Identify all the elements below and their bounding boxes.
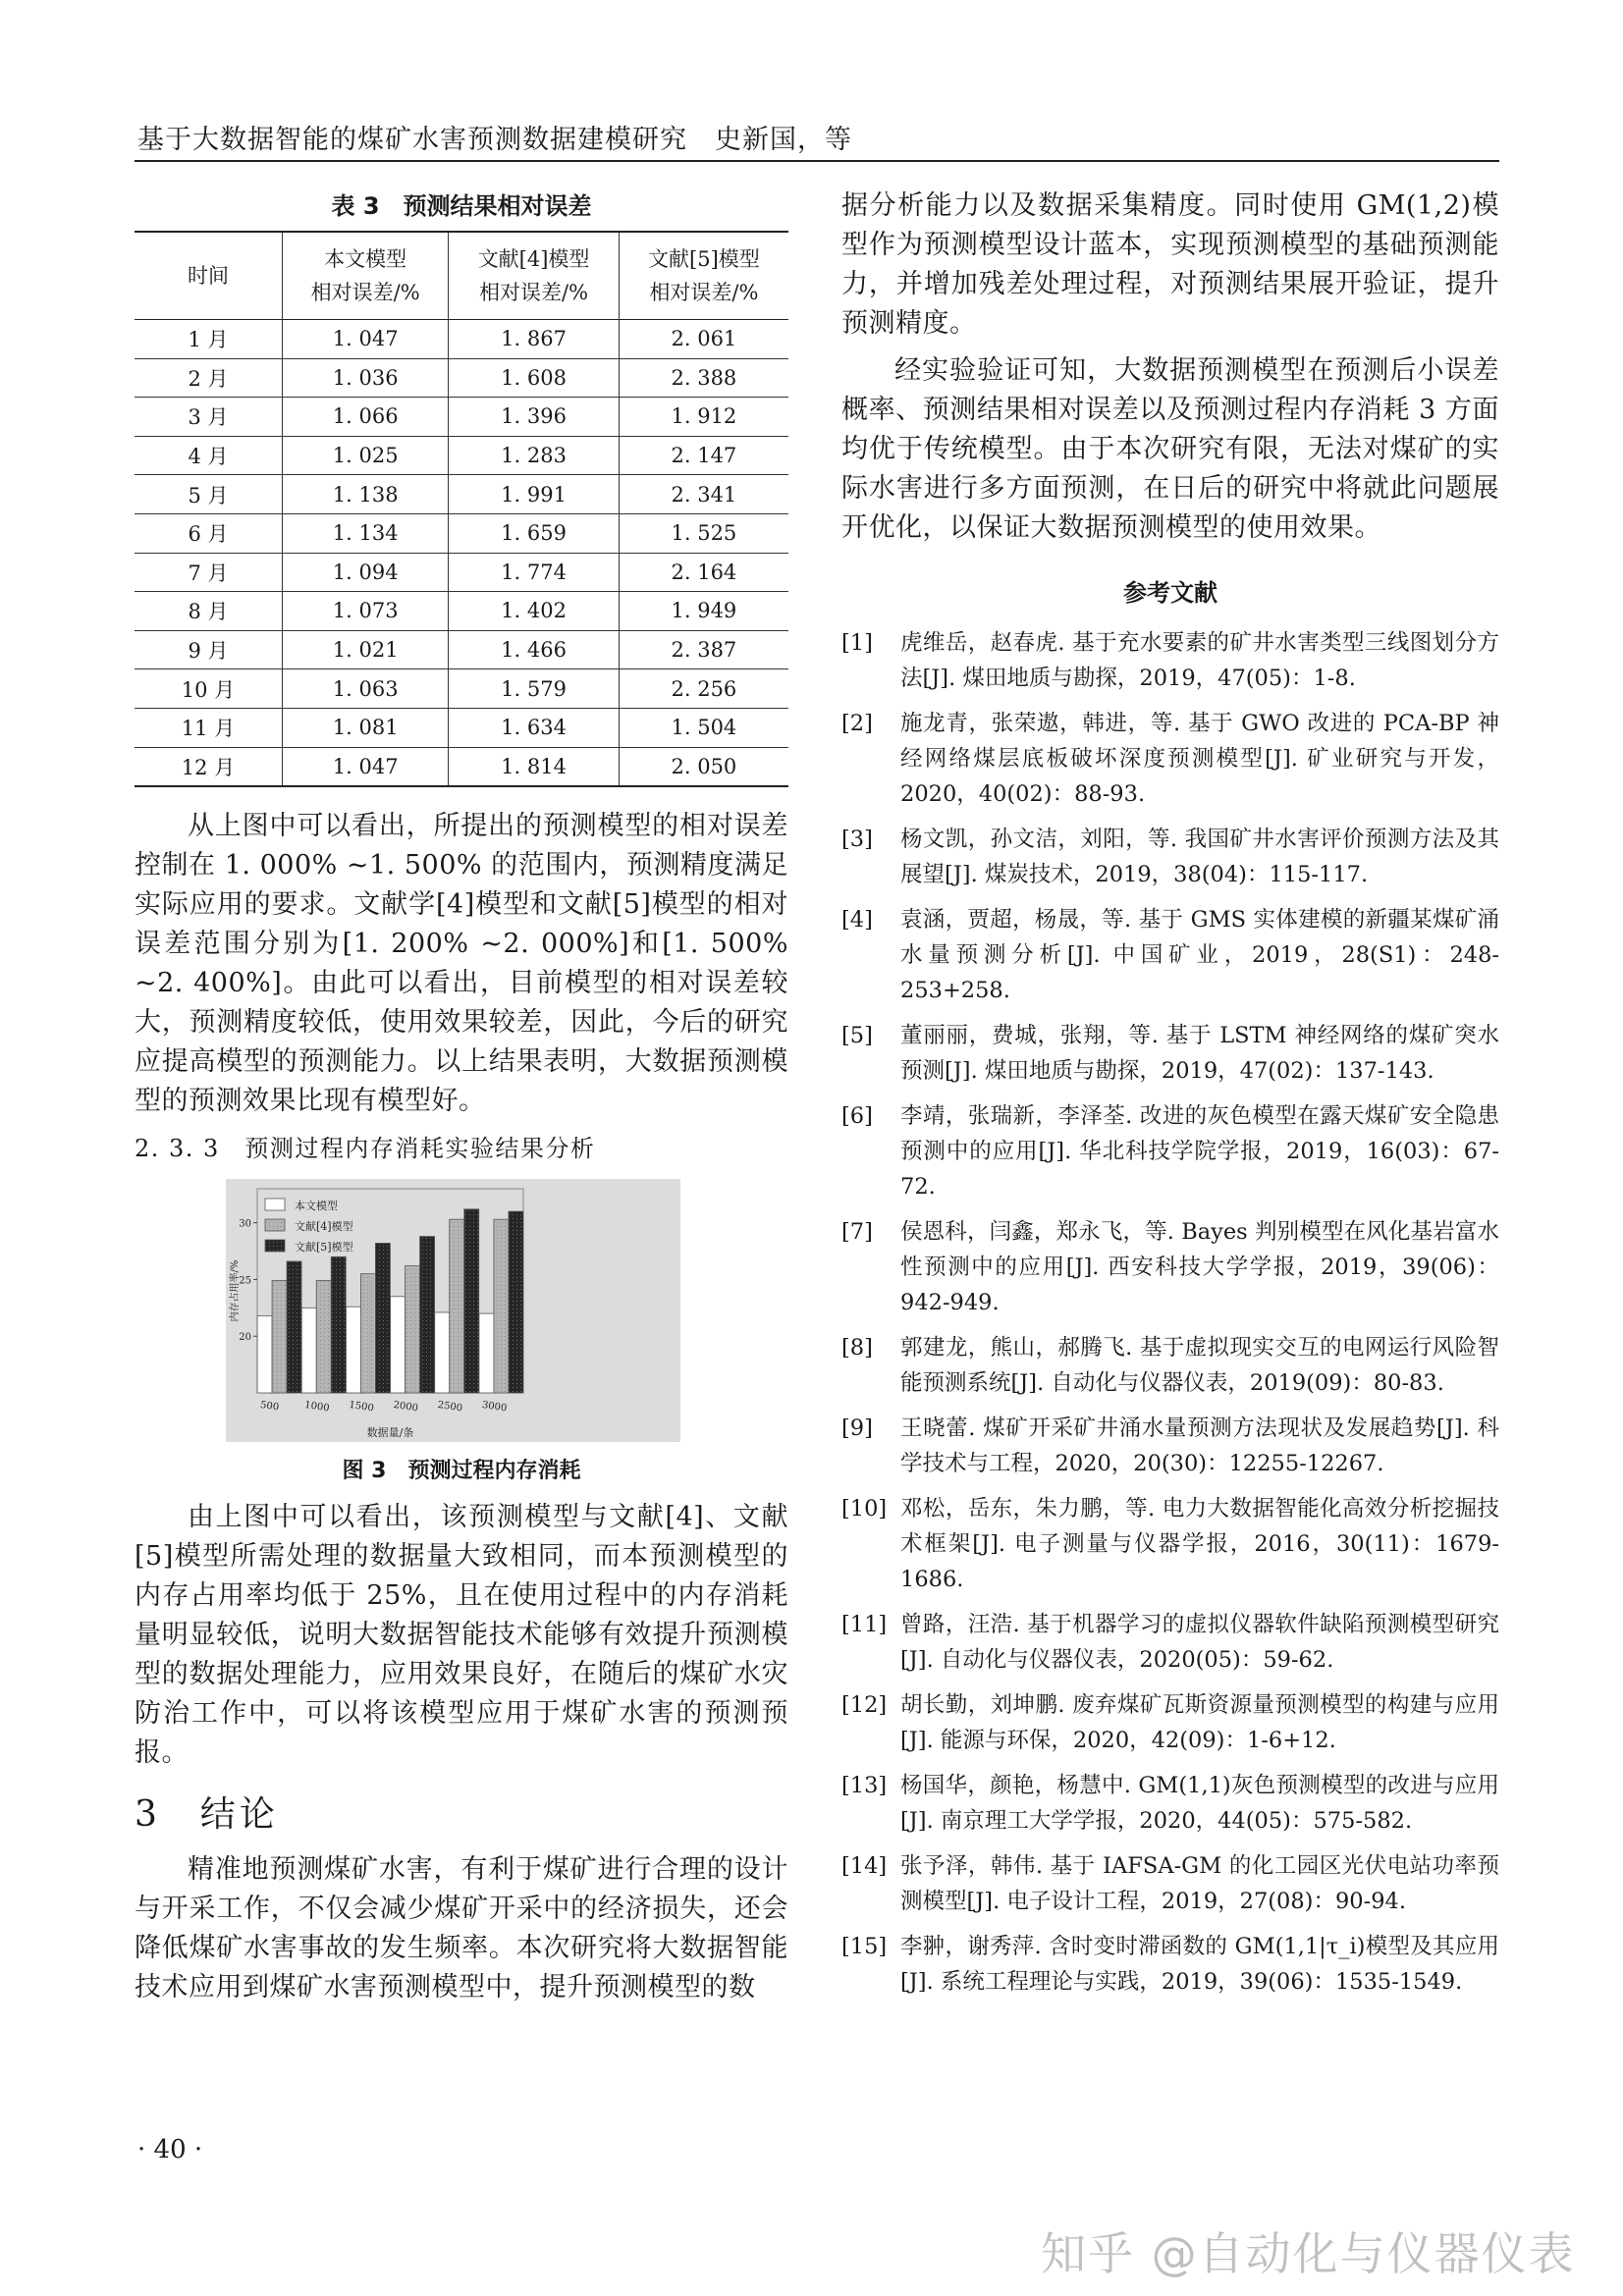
reference-number: [13]	[841, 1773, 888, 1798]
figure-caption: 图 3 预测过程内存消耗	[342, 1459, 581, 1484]
watermark: 知乎 @自动化与仪器仪表	[1041, 2227, 1576, 2280]
y-tick-label: 20	[239, 1332, 251, 1344]
table-cell-month: 12 月	[135, 747, 283, 786]
paragraph-summary: 经实验验证可知，大数据预测模型在预测后小误差概率、预测结果相对误差以及预测过程内存消耗 3 方面均优于传统模型。由于本次研究有限，无法对煤矿的实际水害进行多方面预测，在日后的研究中将就此问题展开优化，以保证大数据预测模型的使用效果。	[841, 355, 1499, 543]
table-cell-month: 9 月	[135, 630, 283, 669]
left-column	[135, 187, 788, 2007]
page-number: · 40 ·	[137, 2135, 203, 2164]
table-cell-value: 1. 134	[283, 513, 449, 553]
reference-item	[841, 822, 1499, 892]
table-row	[135, 592, 788, 631]
reference-text: 李靖，张瑞新，李泽荃. 改进的灰色模型在露天煤矿安全隐患预测中的应用[J]. 华北科技学院学报，2019，16(03)：67-72.	[900, 1103, 1499, 1200]
reference-text: 胡长勤，刘坤鹏. 废弃煤矿瓦斯资源量预测模型的构建与应用[J]. 能源与环保，2020，42(09)：1-6+12.	[900, 1692, 1499, 1753]
table-cell-value: 1. 949	[619, 592, 788, 631]
table-cell-month: 7 月	[135, 553, 283, 592]
reference-item	[841, 1491, 1499, 1597]
reference-item	[841, 706, 1499, 812]
table-cell-value: 2. 388	[619, 358, 788, 398]
reference-text: 侯恩科，闫鑫，郑永飞，等. Bayes 判别模型在风化基岩富水性预测中的应用[J]. 西安科技大学学报，2019，39(06)：942-949.	[900, 1219, 1499, 1315]
reference-item	[841, 1929, 1499, 2000]
table-row	[135, 708, 788, 747]
table-cell-value: 1. 659	[449, 513, 619, 553]
subsection-heading: 2. 3. 3 预测过程内存消耗实验结果分析	[135, 1135, 596, 1163]
table-row	[135, 358, 788, 398]
table-cell-month: 4 月	[135, 436, 283, 475]
table-cell-value: 1. 063	[283, 669, 449, 709]
table-cell-value: 1. 047	[283, 320, 449, 359]
x-tick-label: 1000	[303, 1400, 331, 1415]
x-tick-label: 2500	[436, 1400, 463, 1415]
x-tick-label: 1500	[348, 1400, 375, 1415]
reference-text: 杨国华，颜艳，杨慧中. GM(1,1)灰色预测模型的改进与应用[J]. 南京理工大学学报，2020，44(05)：575-582.	[900, 1773, 1499, 1834]
reference-item	[841, 1330, 1499, 1401]
table-row	[135, 320, 788, 359]
table-cell-value: 1. 066	[283, 398, 449, 437]
bar-1-2000	[391, 1297, 406, 1393]
bar-2-3000	[494, 1219, 509, 1393]
table-cell-value: 2. 147	[619, 436, 788, 475]
reference-item	[841, 625, 1499, 696]
reference-text: 曾路，汪浩. 基于机器学习的虚拟仪器软件缺陷预测模型研究[J]. 自动化与仪器仪表，2020(05)：59-62.	[900, 1612, 1499, 1673]
reference-number: [4]	[841, 907, 873, 933]
table-cell-value: 1. 634	[449, 708, 619, 747]
x-axis-label: 数据量/条	[366, 1426, 414, 1440]
table-cell-month: 10 月	[135, 669, 283, 709]
table-row	[135, 553, 788, 592]
reference-number: [9]	[841, 1415, 873, 1441]
bar-1-1000	[301, 1308, 316, 1393]
table-cell-month: 6 月	[135, 513, 283, 553]
table-row	[135, 747, 788, 786]
table-row	[135, 436, 788, 475]
paragraph-conclusion: 精准地预测煤矿水害，有利于煤矿进行合理的设计与开采工作，不仅会减少煤矿开采中的经济损失，还会降低煤矿水害事故的发生频率。本次研究将大数据智能技术应用到煤矿水害预测模型中，提升预测模型的数	[135, 1854, 788, 2003]
bar-3-2000	[420, 1237, 435, 1393]
running-header: 基于大数据智能的煤矿水害预测数据建模研究 史新国，等	[137, 125, 852, 155]
table-cell-value: 1. 608	[449, 358, 619, 398]
table-header-time: 时间	[188, 264, 229, 288]
reference-item	[841, 1411, 1499, 1481]
reference-number: [7]	[841, 1219, 873, 1245]
table-cell-value: 1. 047	[283, 747, 449, 786]
reference-number: [1]	[841, 630, 873, 656]
reference-item	[841, 1098, 1499, 1204]
table-cell-value: 2. 050	[619, 747, 788, 786]
reference-number: [10]	[841, 1496, 888, 1522]
reference-text: 邓松，岳东，朱力鹏，等. 电力大数据智能化高效分析挖掘技术框架[J]. 电子测量与仪器学报，2016，30(11)：1679-1686.	[900, 1496, 1499, 1592]
table-cell-value: 1. 283	[449, 436, 619, 475]
reference-text: 杨文凯，孙文洁，刘阳，等. 我国矿井水害评价预测方法及其展望[J]. 煤炭技术，2019，38(04)：115-117.	[900, 827, 1499, 887]
reference-item	[841, 1687, 1499, 1758]
reference-number: [14]	[841, 1853, 888, 1879]
table-cell-month: 5 月	[135, 475, 283, 514]
table-cell-value: 2. 256	[619, 669, 788, 709]
bar-3-3000	[509, 1211, 523, 1393]
reference-text: 王晓蕾. 煤矿开采矿井涌水量预测方法现状及发展趋势[J]. 科学技术与工程，2020，20(30)：12255-12267.	[900, 1415, 1499, 1476]
table-cell-month: 3 月	[135, 398, 283, 437]
legend-swatch	[265, 1219, 285, 1231]
bar-1-1500	[346, 1307, 360, 1393]
table-cell-value: 1. 025	[283, 436, 449, 475]
section-heading-conclusion: 3 结论	[135, 1794, 279, 1836]
reference-item	[841, 1018, 1499, 1089]
legend-label: 本文模型	[295, 1200, 338, 1213]
table-header-col: 文献[4]模型 相对误差/%	[449, 232, 619, 320]
reference-text: 李翀，谢秀萍. 含时变时滞函数的 GM(1,1|τ_i)模型及其应用[J]. 系统工程理论与实践，2019，39(06)：1535-1549.	[900, 1934, 1499, 1995]
paragraph-table-analysis: 从上图中可以看出，所提出的预测模型的相对误差控制在 1. 000% ~1. 500% 的范围内，预测精度满足实际应用的要求。文献学[4]模型和文献[5]模型的相对误差范围分别为[1. 200% ~2. 000%]和[1. 500% ~2. 400%]。由此可以看出，目前模型的相对误差较大，预测精度较低，使用效果较差，因此，今后的研究应提高模型的预测能力。以上结果表明，大数据预测模型的预测效果比现有模型好。	[135, 811, 788, 1117]
reference-number: [3]	[841, 827, 873, 852]
y-tick-label: 30	[239, 1218, 251, 1230]
memory-chart	[226, 1179, 680, 1442]
bar-2-1000	[316, 1281, 331, 1393]
table-title: 表 3 预测结果相对误差	[331, 192, 592, 220]
bar-3-1500	[375, 1244, 390, 1394]
table-cell-value: 1. 867	[449, 320, 619, 359]
memory-chart-svg	[226, 1179, 680, 1442]
reference-item	[841, 902, 1499, 1008]
references-heading: 参考文献	[1123, 579, 1217, 607]
table-row	[135, 630, 788, 669]
table-cell-value: 1. 021	[283, 630, 449, 669]
table-cell-value: 1. 912	[619, 398, 788, 437]
table-cell-month: 1 月	[135, 320, 283, 359]
table-cell-value: 1. 081	[283, 708, 449, 747]
table-row	[135, 513, 788, 553]
table-cell-month: 11 月	[135, 708, 283, 747]
table-cell-value: 2. 387	[619, 630, 788, 669]
table-cell-value: 2. 341	[619, 475, 788, 514]
reference-number: [8]	[841, 1335, 873, 1361]
right-column	[841, 187, 1499, 2009]
bar-1-500	[257, 1316, 272, 1394]
reference-item	[841, 1214, 1499, 1320]
table-row	[135, 669, 788, 709]
paragraph-conclusion-cont: 据分析能力以及数据采集精度。同时使用 GM(1,2)模型作为预测模型设计蓝本，实现预测模型的基础预测能力，并增加残差处理过程，对预测结果展开验证，提升预测精度。	[841, 190, 1499, 339]
legend-label: 文献[4]模型	[295, 1220, 353, 1234]
table-cell-value: 1. 402	[449, 592, 619, 631]
bar-2-1500	[360, 1274, 375, 1393]
bar-2-500	[272, 1281, 287, 1393]
table-cell-month: 2 月	[135, 358, 283, 398]
table-cell-value: 1. 094	[283, 553, 449, 592]
reference-item	[841, 1607, 1499, 1678]
legend-label: 文献[5]模型	[295, 1241, 353, 1255]
table-cell-value: 2. 164	[619, 553, 788, 592]
table-body	[135, 320, 788, 787]
y-axis-label: 内存占用率/%	[230, 1259, 241, 1322]
table-cell-value: 1. 466	[449, 630, 619, 669]
legend-swatch	[265, 1199, 285, 1210]
table-cell-value: 2. 061	[619, 320, 788, 359]
reference-text: 董丽丽，费城，张翔，等. 基于 LSTM 神经网络的煤矿突水预测[J]. 煤田地质与勘探，2019，47(02)：137-143.	[900, 1023, 1499, 1084]
reference-number: [5]	[841, 1023, 873, 1048]
bar-3-1000	[331, 1256, 346, 1393]
reference-number: [11]	[841, 1612, 888, 1637]
table-cell-value: 1. 579	[449, 669, 619, 709]
paragraph-chart-analysis: 由上图中可以看出，该预测模型与文献[4]、文献[5]模型所需处理的数据量大致相同，而本预测模型的内存占用率均低于 25%，且在使用过程中的内存消耗量明显较低，说明大数据智能技术能够有效提升预测模型的数据处理能力，应用效果良好，在随后的煤矿水灾防治工作中，可以将该模型应用于煤矿水害的预测预报。	[135, 1502, 788, 1769]
header-rule	[135, 160, 1499, 162]
bar-2-2500	[450, 1219, 464, 1393]
table-header-col: 本文模型 相对误差/%	[283, 232, 449, 320]
table-header-col: 文献[5]模型 相对误差/%	[619, 232, 788, 320]
legend-swatch	[265, 1240, 285, 1252]
table-row	[135, 398, 788, 437]
table-row	[135, 475, 788, 514]
table-cell-value: 1. 138	[283, 475, 449, 514]
table-cell-value: 1. 991	[449, 475, 619, 514]
reference-item	[841, 1848, 1499, 1919]
x-tick-label: 2000	[392, 1400, 419, 1415]
y-tick-label: 25	[239, 1275, 251, 1287]
reference-number: [2]	[841, 711, 873, 736]
reference-text: 袁涵，贾超，杨晟，等. 基于 GMS 实体建模的新疆某煤矿涌水量预测分析[J]. 中国矿业，2019，28(S1)：248-253+258.	[900, 907, 1499, 1003]
reference-text: 张予泽，韩伟. 基于 IAFSA-GM 的化工园区光伏电站功率预测模型[J]. 电子设计工程，2019，27(08)：90-94.	[900, 1853, 1499, 1914]
reference-text: 虎维岳，赵春虎. 基于充水要素的矿井水害类型三线图划分方法[J]. 煤田地质与勘探，2019，47(05)：1-8.	[900, 630, 1499, 691]
bar-2-2000	[406, 1266, 420, 1393]
table-cell-value: 1. 036	[283, 358, 449, 398]
bar-3-2500	[464, 1209, 479, 1393]
reference-list	[841, 625, 1499, 2000]
table-cell-value: 1. 504	[619, 708, 788, 747]
x-tick-label: 500	[259, 1400, 280, 1414]
reference-text: 施龙青，张荣遨，韩进，等. 基于 GWO 改进的 PCA-BP 神经网络煤层底板破坏深度预测模型[J]. 矿业研究与开发，2020，40(02)：88-93.	[900, 711, 1499, 807]
table-cell-value: 1. 396	[449, 398, 619, 437]
bar-1-3000	[479, 1313, 494, 1393]
bar-3-500	[287, 1261, 301, 1393]
reference-item	[841, 1768, 1499, 1839]
reference-number: [15]	[841, 1934, 888, 1959]
table-cell-value: 1. 774	[449, 553, 619, 592]
x-tick-label: 3000	[481, 1400, 508, 1415]
table-cell-value: 1. 814	[449, 747, 619, 786]
reference-text: 郭建龙，熊山，郝腾飞. 基于虚拟现实交互的电网运行风险智能预测系统[J]. 自动化与仪器仪表，2019(09)：80-83.	[900, 1335, 1499, 1396]
table-cell-value: 1. 525	[619, 513, 788, 553]
table-cell-month: 8 月	[135, 592, 283, 631]
table-cell-value: 1. 073	[283, 592, 449, 631]
bar-1-2500	[435, 1312, 450, 1393]
reference-number: [6]	[841, 1103, 873, 1129]
reference-number: [12]	[841, 1692, 888, 1718]
relative-error-table	[135, 231, 788, 787]
